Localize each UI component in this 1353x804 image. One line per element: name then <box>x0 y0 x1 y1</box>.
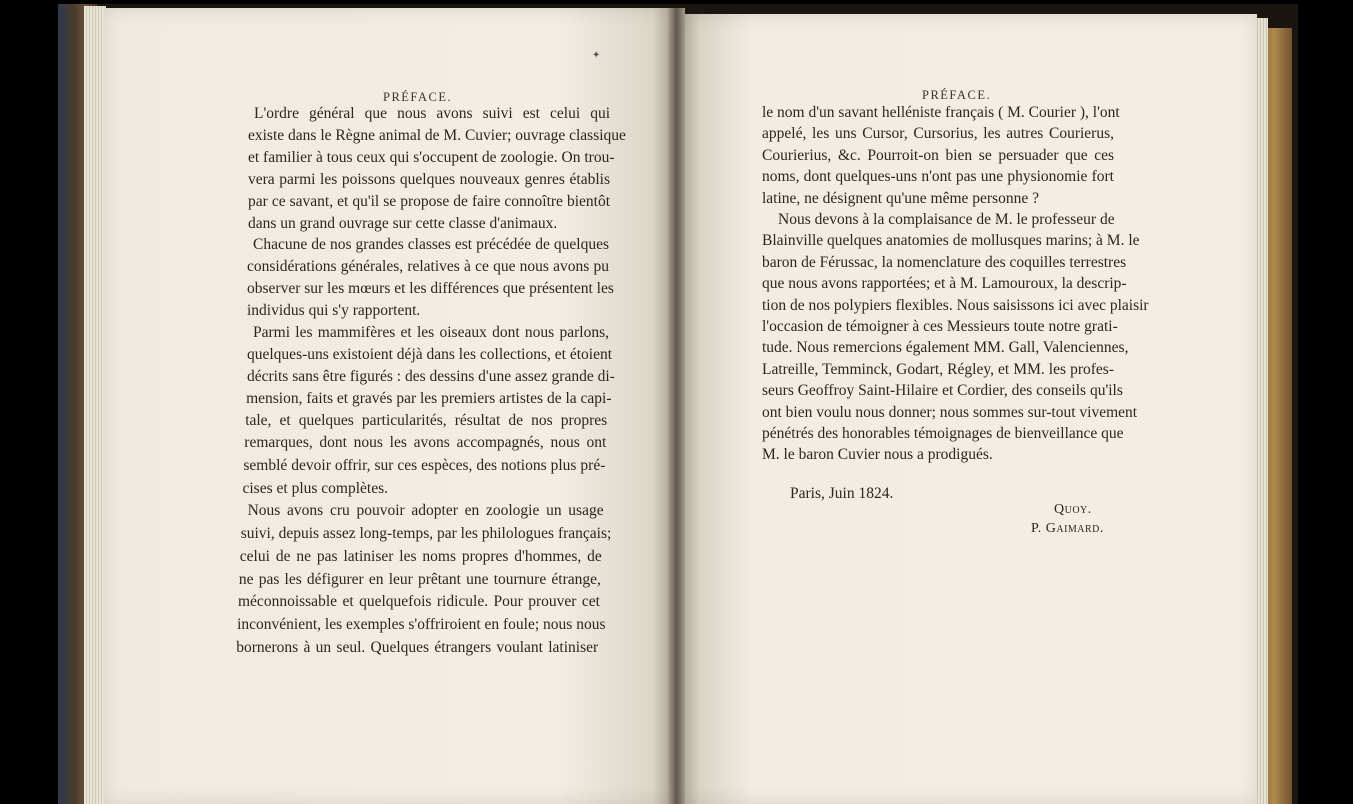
text-line: et familier à tous ceux qui s'occupent de zoologie. On trou- <box>248 148 615 166</box>
text-line: suivi, depuis assez long-temps, par les philologues français; <box>240 525 612 543</box>
text-line: bornerons à un seul. Quelques étrangers voulant latiniser <box>236 638 599 656</box>
text-line: seurs Geoffroy Saint-Hilaire et Cordier, des conseils qu'ils <box>762 382 1123 400</box>
text-line: ont bien voulu nous donner; nous sommes sur-tout vivement <box>762 403 1138 421</box>
text-line: pénétrés des honorables témoignages de bienveillance que <box>762 425 1124 442</box>
text-line: existe dans le Règne animal de M. Cuvier; ouvrage classique <box>248 126 626 144</box>
text-line: par ce savant, et qu'il se propose de faire connoître bientôt <box>248 192 610 210</box>
text-line: inconvénient, les exemples s'offriroient en foule; nous nous <box>237 615 606 633</box>
text-line: cises et plus complètes. <box>242 479 388 497</box>
text-line: individus qui s'y rapportent. <box>247 302 421 320</box>
signature-gaimard: P. Gaimard. <box>1031 521 1104 536</box>
book-gutter <box>668 8 685 804</box>
text-line: Courierius, &c. Pourroit-on bien se persuader que ces <box>762 146 1114 164</box>
text-line: appelé, les uns Cursor, Cursorius, les autres Courierus, <box>762 125 1114 143</box>
text-line: Blainville quelques anatomies de mollusques marins; à M. le <box>762 232 1140 250</box>
text-line: l'occasion de témoigner à ces Messieurs toute notre grati- <box>762 318 1118 335</box>
text-line: que nous avons rapportées; et à M. Lamouroux, la descrip- <box>762 275 1127 293</box>
text-line: mension, faits et gravés par les premiers artistes de la capi- <box>246 389 612 407</box>
text-line: observer sur les mœurs et les différences que présentent les <box>247 280 614 298</box>
text-line: Parmi les mammifères et les oiseaux dont nous parlons, <box>253 324 609 341</box>
signature-quoy: Quoy. <box>1054 502 1092 517</box>
text-line: tale, et quelques particularités, résultat de nos propres <box>245 411 608 429</box>
text-line: tion de nos polypiers flexibles. Nous saisissons ici avec plaisir <box>762 296 1149 314</box>
text-line: vera parmi les poissons quelques nouveaux genres établis <box>248 170 610 188</box>
printer-mark: ✦ <box>592 50 601 61</box>
text-line: Chacune de nos grandes classes est précédée de quelques <box>253 236 609 254</box>
text-line: M. le baron Cuvier nous a prodigués. <box>762 446 993 464</box>
page-edges-left <box>84 6 106 804</box>
left-page-heading: PRÉFACE. <box>383 90 453 104</box>
text-line: Latreille, Temminck, Godart, Régley, et MM. les profes- <box>762 360 1114 378</box>
text-line: méconnoissable et quelquefois ridicule. Pour prouver cet <box>238 593 600 611</box>
text-line: ne pas les défigurer en leur prêtant une tournure étrange, <box>238 570 601 588</box>
text-line: latine, ne désignent qu'une même personne ? <box>762 189 1039 207</box>
text-line: tude. Nous remercions également MM. Gall, Valenciennes, <box>762 339 1129 357</box>
text-line: considérations générales, relatives à ce que nous avons pu <box>247 258 609 276</box>
text-line: Nous avons cru pouvoir adopter en zoologie un usage <box>247 502 604 520</box>
text-line: quelques-uns existoient déjà dans les collections, et étoient <box>247 345 613 363</box>
text-line: dans un grand ouvrage sur cette classe d'animaux. <box>248 214 558 232</box>
text-line: le nom d'un savant helléniste français ( M. Courier ), l'ont <box>762 104 1120 121</box>
text-line: noms, dont quelques-uns n'ont pas une physionomie fort <box>762 168 1114 186</box>
text-line: Nous devons à la complaisance de M. le professeur de <box>778 211 1115 228</box>
text-line: semblé devoir offrir, sur ces espèces, des notions plus pré- <box>243 457 606 474</box>
text-line: décrits sans être figurés : des dessins d'une assez grande di- <box>247 367 615 385</box>
text-line: remarques, dont nous les avons accompagnés, nous ont <box>244 434 607 452</box>
right-page-heading: PRÉFACE. <box>922 88 992 102</box>
text-line: celui de ne pas latiniser les noms propres d'hommes, de <box>239 547 602 565</box>
text-line: baron de Férussac, la nomenclature des coquilles terrestres <box>762 253 1127 271</box>
date-line: Paris, Juin 1824. <box>790 485 894 502</box>
text-line: L'ordre général que nous avons suivi est celui qui <box>254 105 610 122</box>
